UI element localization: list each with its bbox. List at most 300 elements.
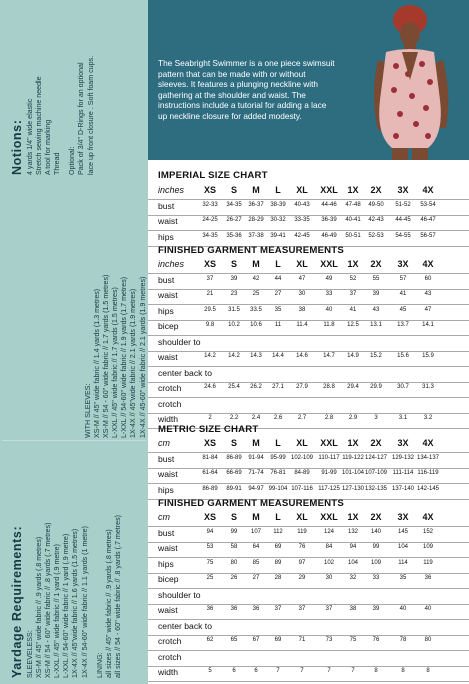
table-cell: 28 <box>274 575 282 581</box>
row-label: crotch <box>158 651 182 662</box>
row-label: bust <box>158 453 175 464</box>
table-cell: 32-33 <box>202 201 218 208</box>
table-row <box>148 336 469 352</box>
table-cell: 14.3 <box>250 353 262 359</box>
size-header: S <box>230 259 237 269</box>
row-label: width <box>158 667 179 677</box>
row-label: width <box>158 414 179 424</box>
table-row <box>148 558 469 574</box>
notion-item: Stretch sewing machine needle <box>35 76 44 175</box>
table-cell: 84 <box>325 544 333 550</box>
table-cell: 11 <box>274 322 282 328</box>
table-cell: 65 <box>230 637 238 643</box>
table-cell: 132 <box>347 528 358 535</box>
table-cell: 46-47 <box>420 217 436 223</box>
table-cell: 42-45 <box>294 232 310 239</box>
table-cell: 8 <box>426 668 430 674</box>
size-header: M <box>252 259 260 269</box>
size-header: XXL <box>320 438 338 448</box>
table-cell: 3.1 <box>398 415 408 421</box>
table-cell: 42 <box>252 275 260 282</box>
row-label: crotch <box>158 398 182 409</box>
table-cell: 47 <box>298 275 306 282</box>
table-cell: 33 <box>325 291 333 297</box>
table-cell: 45 <box>399 306 407 313</box>
table-cell: 76 <box>372 637 380 643</box>
row-label: center back to <box>158 620 212 631</box>
table-cell: 11.4 <box>296 322 308 328</box>
table-row <box>148 320 469 336</box>
table-header-row <box>148 511 469 527</box>
table-cell: 89-91 <box>226 485 242 492</box>
table-cell: 29.9 <box>370 384 382 390</box>
table-cell: 3 <box>374 415 378 421</box>
size-header: 2X <box>370 259 382 269</box>
table-cell: 21 <box>206 291 214 297</box>
table-cell: 33-35 <box>294 217 310 223</box>
table-cell: 36 <box>424 575 432 581</box>
table-cell: 76-81 <box>270 470 286 476</box>
table-cell: 26.2 <box>250 384 262 390</box>
table-cell: 30-32 <box>270 217 286 223</box>
size-header: 1X <box>347 438 359 448</box>
table-row <box>148 453 469 469</box>
table-cell: 36 <box>206 606 214 612</box>
table-row <box>148 635 469 651</box>
lining-item: all sizes // 54 - 60" wide fabric // .8 yards (.7 metres) <box>113 515 122 678</box>
notion-optional-item: lace up front closure . Soft foam cups. <box>86 55 95 175</box>
table-cell: 124 <box>323 528 334 535</box>
table-row <box>148 200 469 216</box>
table-cell: 40 <box>325 306 333 313</box>
yardage-column-sleeveless <box>8 515 123 678</box>
size-header: 3X <box>397 185 409 195</box>
row-label: waist <box>158 352 178 362</box>
table-title: METRIC SIZE CHART <box>158 424 259 435</box>
table-cell: 14.1 <box>422 322 434 328</box>
table-cell: 7 <box>276 668 280 674</box>
table-cell: 55 <box>372 275 380 282</box>
size-header: S <box>230 438 237 448</box>
table-cell: 117-125 <box>318 485 340 492</box>
table-cell: 75 <box>349 637 357 643</box>
table-cell: 86-89 <box>226 454 242 461</box>
table-cell: 12.5 <box>347 322 359 328</box>
row-label: bust <box>158 274 175 285</box>
table-cell: 111-114 <box>392 470 414 476</box>
table-cell: 11.8 <box>323 322 335 328</box>
table-cell: 6 <box>254 668 258 674</box>
table-cell: 39 <box>230 275 238 282</box>
row-label: waist <box>158 469 178 479</box>
size-header: 3X <box>397 438 409 448</box>
size-header: S <box>230 185 237 195</box>
table-cell: 30 <box>298 291 306 297</box>
table-row <box>148 274 469 290</box>
table-cell: 38 <box>349 606 357 612</box>
table-cell: 43 <box>424 291 432 297</box>
table-row <box>148 651 469 667</box>
table-cell: 75 <box>206 559 214 566</box>
table-cell: 38-39 <box>270 201 286 208</box>
table-cell: 15.6 <box>397 353 409 359</box>
table-cell: 124-127 <box>364 454 388 461</box>
row-label: waist <box>158 216 178 226</box>
table-cell: 34-35 <box>226 201 242 208</box>
size-header: XS <box>203 259 216 269</box>
yardage-item: L-XXL // 54-60" wide fabric // 1 yard (.9 metre) <box>62 533 71 678</box>
yardage-item: 1X-4X // 45"wide fabric // 2.1 yards (1.9 metres) <box>129 288 138 438</box>
size-header: XXL <box>320 259 338 269</box>
row-label: waist <box>158 605 178 615</box>
table-header-row <box>148 437 469 453</box>
table-cell: 78 <box>399 637 407 643</box>
table-cell: 36 <box>252 606 260 612</box>
table-cell: 67 <box>252 637 260 643</box>
table-row <box>148 620 469 636</box>
size-header: 3X <box>397 259 409 269</box>
table-cell: 52-53 <box>368 232 384 239</box>
row-label: bicep <box>158 574 179 584</box>
notion-item: Thread <box>53 152 62 175</box>
table-cell: 36-39 <box>321 217 337 223</box>
table-cell: 140 <box>370 528 381 535</box>
sleeveless-label: SLEEVELESS: <box>26 630 34 678</box>
table-cell: 25.4 <box>228 384 240 390</box>
table-cell: 101-104 <box>341 470 365 476</box>
table-cell: 49-50 <box>368 201 384 208</box>
table-cell: 15.2 <box>370 353 382 359</box>
table-cell: 80 <box>230 559 238 566</box>
table-cell: 8 <box>401 668 405 674</box>
notions-column <box>8 56 96 175</box>
table-cell: 37 <box>206 275 214 282</box>
row-label: crotch <box>158 636 182 646</box>
table-row <box>148 367 469 383</box>
table-header-row <box>148 184 469 200</box>
table-cell: 14.6 <box>296 353 308 359</box>
table-cell: 36-37 <box>248 201 264 208</box>
notion-item: 4 yards 1/4" wide elastic <box>26 98 34 175</box>
size-header: L <box>275 259 281 269</box>
yardage-item: XS-M // 54 - 60" wide fabric // .8 yards (.7 metres) <box>44 522 53 678</box>
table-cell: 132-135 <box>364 485 388 492</box>
table-cell: 13.1 <box>370 322 382 328</box>
lining-label: LINING: <box>95 652 104 678</box>
table-cell: 30.7 <box>397 384 409 390</box>
table-cell: 62 <box>206 637 214 643</box>
table-cell: 107-116 <box>291 485 313 492</box>
table-cell: 49 <box>325 275 333 282</box>
table-title: IMPERIAL SIZE CHART <box>158 170 268 181</box>
table-cell: 14.9 <box>347 353 359 359</box>
table-cell: 30 <box>325 575 333 581</box>
size-header: 4X <box>422 512 434 522</box>
table-cell: 109 <box>370 559 381 566</box>
table-cell: 47-48 <box>345 201 361 208</box>
table-cell: 97 <box>298 559 306 566</box>
table-cell: 37-38 <box>248 232 264 239</box>
table-cell: 26-27 <box>226 217 242 223</box>
table-cell: 2.9 <box>348 415 358 421</box>
row-label: shoulder to <box>158 589 201 600</box>
table-cell: 99-104 <box>268 485 288 492</box>
table-cell: 142-145 <box>416 485 440 492</box>
table-cell: 69 <box>274 544 282 550</box>
table-cell: 56-57 <box>420 232 436 239</box>
table-cell: 31.5 <box>228 306 240 313</box>
unit-label: cm <box>158 438 170 448</box>
table-cell: 47 <box>424 306 432 313</box>
table-cell: 35-36 <box>226 232 242 239</box>
table-cell: 73 <box>325 637 333 643</box>
table-cell: 10.2 <box>228 322 240 328</box>
table-cell: 66-69 <box>226 470 242 476</box>
table-cell: 94 <box>206 528 214 535</box>
table-cell: 41 <box>399 291 407 297</box>
size-header: 1X <box>347 185 359 195</box>
table-cell: 71-74 <box>248 470 264 476</box>
table-cell: 14.2 <box>204 353 216 359</box>
yardage-heading: Yardage Requirements: <box>10 525 24 678</box>
table-cell: 40 <box>399 606 407 612</box>
table-cell: 29.4 <box>347 384 359 390</box>
table-cell: 33.5 <box>250 306 262 313</box>
yardage-item: L-XXL // 54-60" wide fabric // 1.9 yards (1.7 metres) <box>120 276 129 438</box>
row-label: bicep <box>158 321 179 331</box>
table-cell: 33 <box>372 575 380 581</box>
intro-banner <box>148 0 469 160</box>
table-cell: 104 <box>347 559 358 566</box>
size-header: 1X <box>347 512 359 522</box>
yardage-item: 1X-4X // 54-60" wide fabric // 1.1 yards (1 metre) <box>80 526 89 678</box>
table-cell: 7 <box>327 668 331 674</box>
table-cell: 27.9 <box>296 384 308 390</box>
table-cell: 80 <box>424 637 432 643</box>
sidebar <box>0 0 148 684</box>
table-cell: 81-84 <box>202 454 218 461</box>
table-cell: 9.8 <box>205 322 215 328</box>
table-cell: 110-117 <box>318 454 340 461</box>
notions-heading: Notions: <box>10 119 24 175</box>
table-cell: 5 <box>208 668 212 674</box>
table-row <box>148 305 469 321</box>
table-cell: 25 <box>206 575 214 581</box>
table-cell: 28-29 <box>248 217 264 223</box>
size-header: 4X <box>422 438 434 448</box>
table-cell: 26 <box>230 575 238 581</box>
table-cell: 60 <box>424 275 432 282</box>
row-label: hips <box>158 231 174 242</box>
table-cell: 44-45 <box>395 217 411 223</box>
yardage-item: 1X-4X // 45"wide fabric // 1.6 yards (1.5 metres) <box>71 528 80 678</box>
table-cell: 58 <box>230 544 238 550</box>
row-label: hips <box>158 558 174 569</box>
table-cell: 64 <box>252 544 260 550</box>
size-header: XL <box>296 438 308 448</box>
table-cell: 24-25 <box>202 217 218 223</box>
yardage-item: L-XXL // 45" wide fabric // 1 yard (.9 metre) <box>53 544 62 678</box>
table-cell: 91-99 <box>321 470 337 476</box>
row-label: center back to <box>158 367 212 378</box>
table-row <box>148 666 469 682</box>
table-cell: 34-35 <box>202 232 218 239</box>
table-cell: 2.4 <box>251 415 261 421</box>
table-cell: 44 <box>274 275 282 282</box>
table-cell: 134-137 <box>416 454 440 461</box>
table-cell: 7 <box>300 668 304 674</box>
size-header: L <box>275 185 281 195</box>
yardage-item: 1X-4X // 45-60" wide fabric // 2.1 yards (1.9 metres) <box>138 276 147 438</box>
table-cell: 39 <box>372 606 380 612</box>
row-label: shoulder to <box>158 336 201 347</box>
table-cell: 14.2 <box>228 353 240 359</box>
row-label: waist <box>158 543 178 553</box>
table-cell: 40-43 <box>294 201 310 208</box>
size-header: M <box>252 185 260 195</box>
table-cell: 129-132 <box>391 454 415 461</box>
table-cell: 89 <box>274 559 282 566</box>
size-header: L <box>275 512 281 522</box>
table-cell: 43 <box>372 306 380 313</box>
yardage-item: XS-M // 45" wide fabric // 1.4 yards (1.3 metres) <box>93 288 102 438</box>
size-header: 2X <box>370 185 382 195</box>
table-cell: 137-140 <box>391 485 415 492</box>
row-label: waist <box>158 290 178 300</box>
table-cell: 38 <box>298 306 306 313</box>
table-cell: 37 <box>349 291 357 297</box>
size-tables <box>148 160 469 684</box>
table-cell: 53-54 <box>420 201 436 208</box>
table-cell: 10.6 <box>250 322 262 328</box>
table-cell: 39-41 <box>270 232 286 239</box>
table-cell: 51-52 <box>395 201 411 208</box>
size-header: 2X <box>370 512 382 522</box>
table-row <box>148 382 469 398</box>
table-cell: 6 <box>232 668 236 674</box>
table-cell: 57 <box>399 275 407 282</box>
size-header: XL <box>296 259 308 269</box>
table-cell: 29.5 <box>204 306 216 313</box>
notion-optional-label: Optional: <box>68 146 77 175</box>
table-cell: 37 <box>298 606 306 612</box>
table-header-row <box>148 258 469 274</box>
size-header: S <box>230 512 237 522</box>
table-cell: 44-46 <box>321 201 337 208</box>
notion-optional-item: Pack of 3/4" D-Rings for an optional <box>77 62 86 175</box>
row-label: bust <box>158 200 175 211</box>
table-cell: 31.3 <box>422 384 434 390</box>
table-cell: 119 <box>297 528 307 535</box>
table-cell: 102 <box>323 559 334 566</box>
table-cell: 94 <box>349 544 357 550</box>
table-cell: 40 <box>424 606 432 612</box>
table-cell: 152 <box>422 528 433 535</box>
size-header: 4X <box>422 185 434 195</box>
table-row <box>148 589 469 605</box>
table-cell: 32 <box>349 575 357 581</box>
table-cell: 50-51 <box>345 232 361 239</box>
notion-item: A tool for marking <box>44 119 53 175</box>
table-cell: 41 <box>349 306 357 313</box>
table-cell: 2.7 <box>297 415 307 421</box>
table-cell: 8 <box>374 668 378 674</box>
table-cell: 29 <box>298 575 306 581</box>
table-cell: 35 <box>399 575 407 581</box>
size-header: XL <box>296 185 308 195</box>
table-cell: 114 <box>398 559 408 566</box>
table-cell: 24.6 <box>204 384 216 390</box>
row-label: hips <box>158 305 174 316</box>
table-cell: 13.7 <box>397 322 409 328</box>
table-cell: 15.9 <box>422 353 434 359</box>
table-cell: 84-89 <box>294 470 310 476</box>
table-cell: 14.7 <box>323 353 335 359</box>
size-header: 3X <box>397 512 409 522</box>
lining-item: all sizes // 45" wide fabric // .9 yards (.8 metres) <box>104 529 113 678</box>
table-cell: 61-64 <box>202 470 218 476</box>
table-row <box>148 468 469 484</box>
table-cell: 145 <box>397 528 408 535</box>
table-row <box>148 573 469 589</box>
yardage-column-sleeves <box>84 275 148 438</box>
size-header: M <box>252 512 260 522</box>
table-title: FINISHED GARMENT MEASUREMENTS <box>158 498 344 509</box>
size-header: 2X <box>370 438 382 448</box>
table-row <box>148 542 469 558</box>
pattern-description: The Seabright Swimmer is a one piece swimsuit pattern that can be made with or without sleeves. It features a plunging neckline with gathering at the shoulder and waist. The instructions include a tutorial for adding a lace up neckline closure for added modesty. <box>158 58 335 121</box>
yardage-item: L-XXL // 45" wide fabric // 1.7 yards (1.5 metres) <box>111 287 120 438</box>
table-row <box>148 215 469 231</box>
table-cell: 2.6 <box>273 415 283 421</box>
table-row <box>148 604 469 620</box>
table-cell: 99 <box>230 528 238 535</box>
table-row <box>148 351 469 367</box>
table-cell: 85 <box>252 559 260 566</box>
table-title: FINISHED GARMENT MEASUREMENTS <box>158 245 344 256</box>
table-cell: 107-109 <box>364 470 388 476</box>
table-cell: 28.8 <box>323 384 335 390</box>
table-cell: 53 <box>206 544 214 550</box>
table-cell: 39 <box>372 291 380 297</box>
size-header: 1X <box>347 259 359 269</box>
table-cell: 86-89 <box>202 485 218 492</box>
table-row <box>148 398 469 414</box>
model-photo <box>348 0 469 160</box>
table-cell: 104 <box>397 544 408 550</box>
table-row <box>148 289 469 305</box>
row-label: hips <box>158 484 174 495</box>
size-header: XS <box>203 512 216 522</box>
table-cell: 7 <box>351 668 355 674</box>
unit-label: cm <box>158 512 170 522</box>
table-cell: 46-49 <box>321 232 337 239</box>
table-cell: 3.2 <box>423 415 433 421</box>
table-cell: 25 <box>252 291 260 297</box>
table-cell: 27.1 <box>272 384 284 390</box>
table-cell: 23 <box>230 291 238 297</box>
table-cell: 102-109 <box>290 454 314 461</box>
table-cell: 37 <box>274 606 282 612</box>
table-cell: 95-99 <box>270 454 286 461</box>
table-cell: 76 <box>298 544 306 550</box>
table-row <box>148 527 469 543</box>
table-cell: 36 <box>230 606 238 612</box>
table-cell: 99 <box>372 544 380 550</box>
table-cell: 2.8 <box>324 415 334 421</box>
table-cell: 91-94 <box>248 454 264 461</box>
row-label: bust <box>158 527 175 538</box>
